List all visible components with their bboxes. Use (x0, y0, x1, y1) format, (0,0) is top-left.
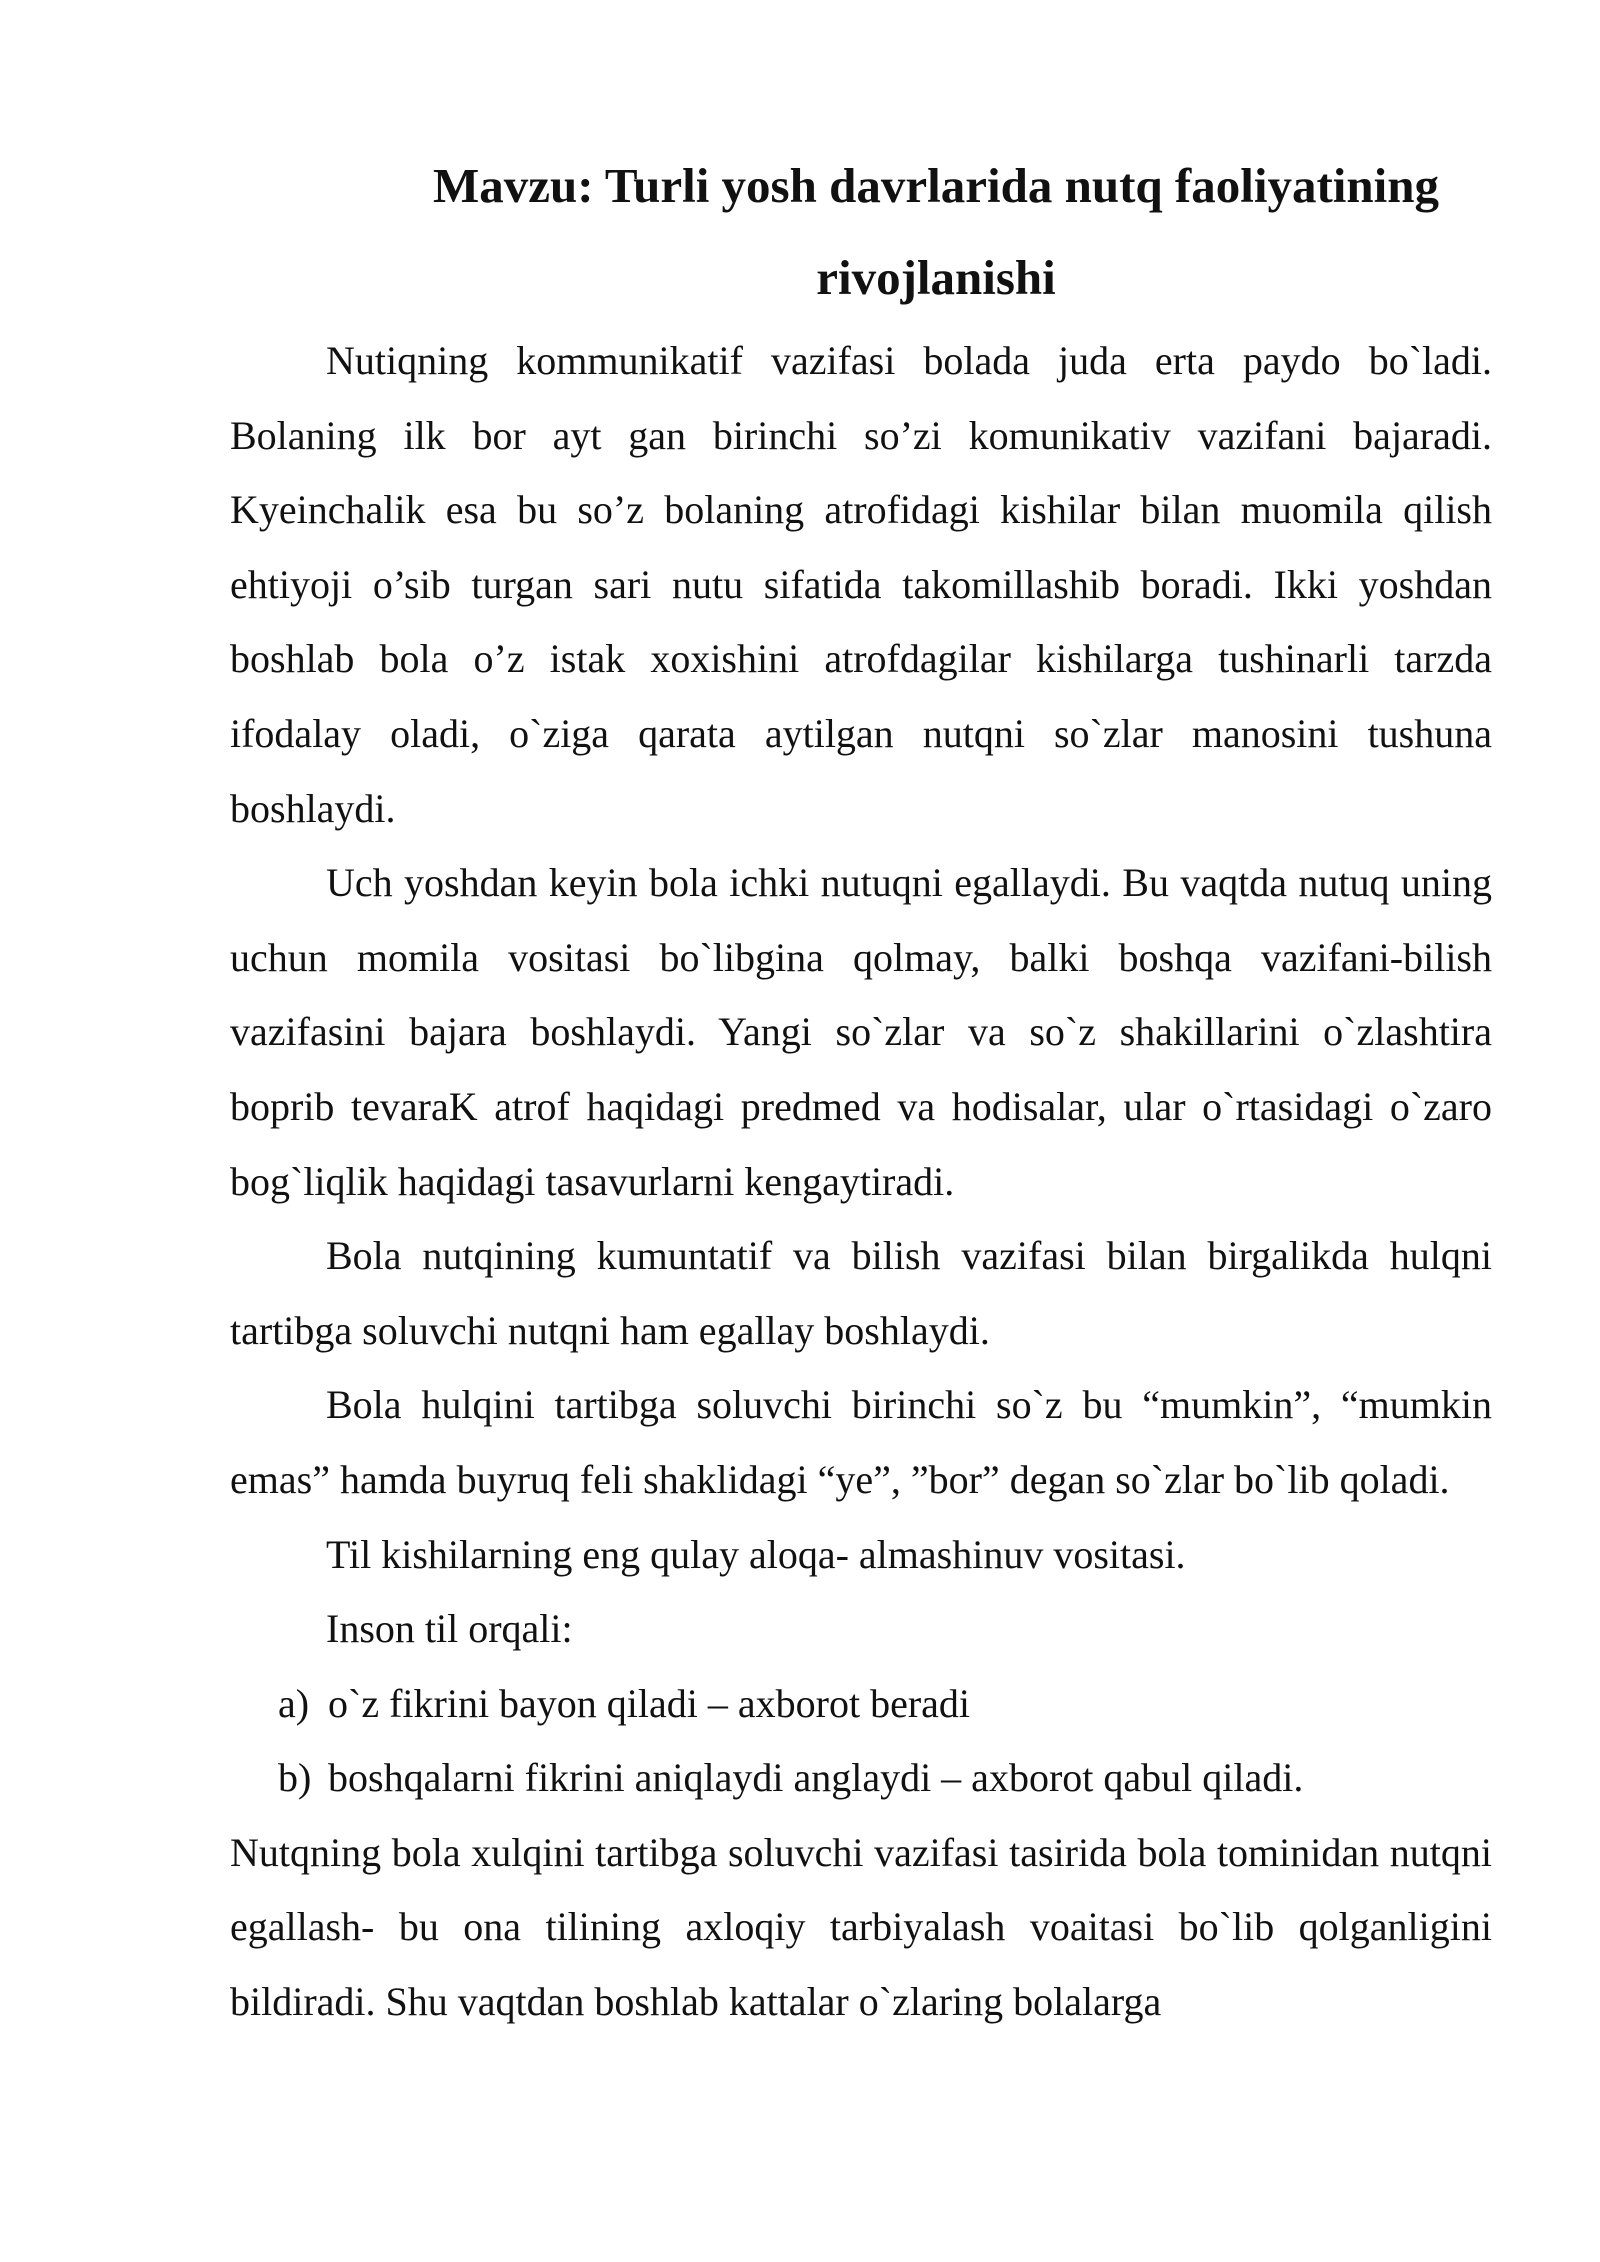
paragraph-6: Inson til orqali: (326, 1606, 573, 1652)
document-title (230, 140, 1492, 324)
list-item (230, 1741, 1492, 1816)
function-list (230, 1667, 1492, 1816)
paragraph-5: Til kishilarning eng qulay aloqa- almashinuv vositasi. (326, 1531, 1186, 1577)
paragraph-2: Uch yoshdan keyin bola ichki nutuqni egallaydi. Bu vaqtda nutuq uning uchun momila vositasi bo`libgina qolmay, balki boshqa vazifani-bilish vazifasini bajara boshlaydi. Yangi so`zlar va so`z shakillarini o`zlashtira boprib tevaraK atrof haqidagi predmed va hodisalar, ular o`rtasidagi o`zaro bog`liqlik haqidagi tasavurlarni kengaytiradi. (230, 860, 1492, 1204)
list-marker: b) (278, 1755, 312, 1801)
paragraph-3: Bola nutqining kumuntatif va bilish vazifasi bilan birgalikda hulqni tartibga soluvchi nutqni ham egallay boshlaydi. (230, 1233, 1492, 1353)
list-item-text: o`z fikrini bayon qiladi – axborot beradi (328, 1680, 971, 1726)
page-content (230, 140, 1492, 2040)
title-line-1: Mavzu: Turli yosh davrlarida nutq faoliyatining (432, 158, 1440, 213)
list-item (230, 1667, 1492, 1742)
list-marker: a) (278, 1680, 310, 1726)
list-item-text: boshqalarni fikrini aniqlaydi anglaydi – axborot qabul qiladi. (328, 1755, 1304, 1801)
paragraph-4: Bola hulqini tartibga soluvchi birinchi so`z bu “mumkin”, “mumkin emas” hamda buyruq feli shaklidagi “ye”, ”bor” degan so`zlar bo`lib qoladi. (230, 1382, 1492, 1502)
final-paragraph: Nutqning bola xulqini tartibga soluvchi vazifasi tasirida bola tominidan nutqni egallash- bu ona tilining axloqiy tarbiyalash voaitasi bo`lib qolganligini bildiradi. Shu vaqtdan boshlab kattalar o`zlaring bolalarga (230, 1829, 1492, 2025)
title-line-2: rivojlanishi (816, 250, 1056, 305)
document-body (230, 324, 1492, 2040)
paragraph-1: Nutiqning kommunikatif vazifasi bolada juda erta paydo bo`ladi. Bolaning ilk bor ayt gan birinchi so’zi komunikativ vazifani bajaradi. Kyeinchalik esa bu so’z bolaning atrofidagi kishilar bilan muomila qilish ehtiyoji o’sib turgan sari nutu sifatida takomillashib boradi. Ikki yoshdan boshlab bola o’z istak xoxishini atrofdagilar kishilarga tushinarli tarzda ifodalay oladi, o`ziga qarata aytilgan nutqni so`zlar manosini tushuna boshlaydi. (230, 338, 1492, 831)
